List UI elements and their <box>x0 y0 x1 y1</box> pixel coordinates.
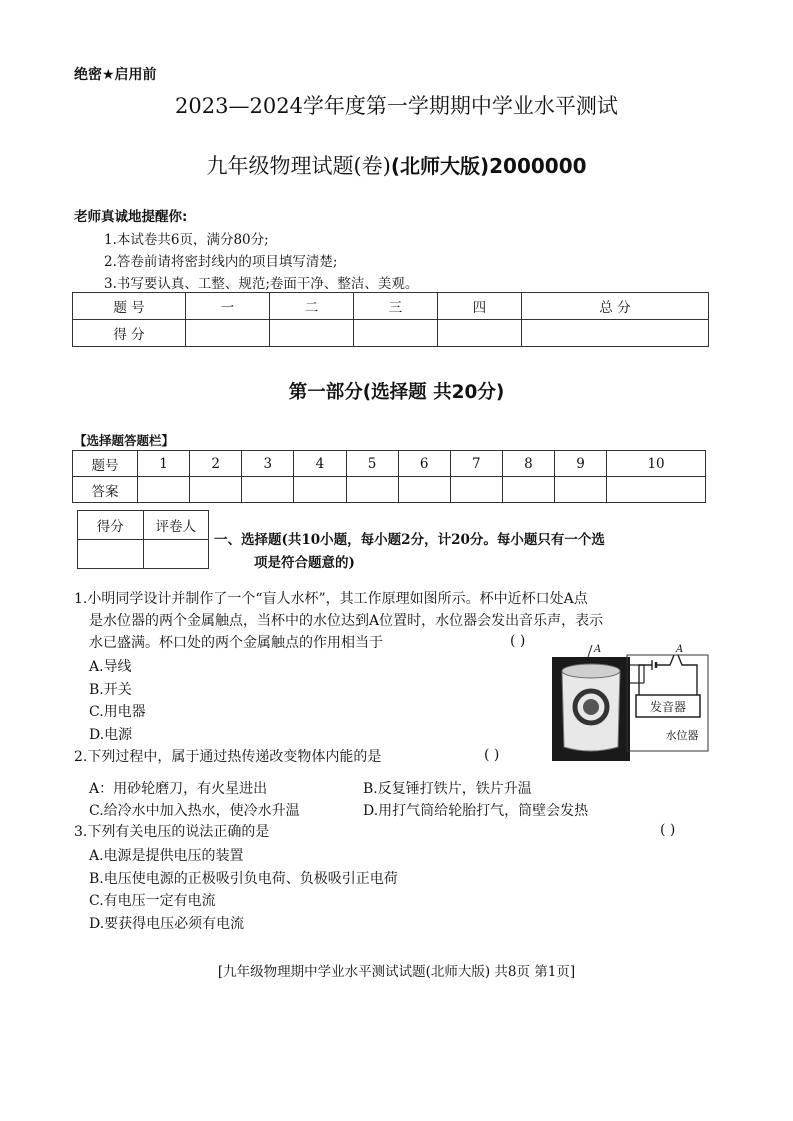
answer-cell[interactable] <box>555 477 607 503</box>
question-1-line: 是水位器的两个金属触点，当杯中的水位达到A位置时，水位器会发出音乐声，表示 <box>89 613 604 629</box>
answer-input-row <box>73 477 706 503</box>
option-b: B.开关 <box>89 682 132 698</box>
notice-item: 1.本试卷共6页，满分80分; <box>104 232 269 248</box>
question-1-line: 水已盛满。杯口处的两个金属触点的作用相当于 <box>89 635 383 651</box>
grader-box <box>77 510 209 569</box>
score-header-cell: 二 <box>269 293 353 320</box>
score-table-header-row <box>73 293 709 320</box>
answer-cell[interactable] <box>346 477 398 503</box>
question-1-line: 1.小明同学设计并制作了一个“盲人水杯”，其工作原理如图所示。杯中近杯口处A点 <box>74 591 588 607</box>
answer-cell[interactable] <box>190 477 242 503</box>
score-cell[interactable] <box>186 320 270 347</box>
section-instructions-line: 一、选择题(共10小题，每小题2分，计20分。每小题只有一个选 <box>214 532 605 548</box>
score-cell[interactable] <box>521 320 708 347</box>
answer-parenthesis: ( ) <box>484 747 500 763</box>
answer-sheet-heading: 【选择题答题栏】 <box>74 433 175 448</box>
grader-score-label: 得分 <box>78 511 144 540</box>
score-header-cell: 三 <box>353 293 437 320</box>
question-number-cell: 8 <box>502 451 554 477</box>
answer-row-label: 答案 <box>73 477 138 503</box>
score-cell[interactable] <box>353 320 437 347</box>
section-instructions <box>214 529 724 575</box>
question-number-cell: 9 <box>555 451 607 477</box>
page-footer: [九年级物理期中学业水平测试试题(北师大版) 共8页 第1页] <box>217 964 576 980</box>
question-number-cell: 6 <box>398 451 450 477</box>
question-number-cell: 10 <box>607 451 706 477</box>
score-cell[interactable] <box>437 320 521 347</box>
score-cell[interactable] <box>269 320 353 347</box>
subtitle-edition: (北师大版)2000000 <box>390 154 587 178</box>
option-a: A.导线 <box>89 659 132 675</box>
score-header-cell: 一 <box>186 293 270 320</box>
answer-parenthesis: ( ) <box>510 633 526 649</box>
option-c: C.有电压一定有电流 <box>89 893 216 909</box>
score-header-cell: 题 号 <box>73 293 186 320</box>
answer-table <box>72 450 706 503</box>
score-header-cell: 总 分 <box>521 293 708 320</box>
answer-cell[interactable] <box>138 477 190 503</box>
point-a-label: A <box>676 644 684 655</box>
notice-item: 2.答卷前请将密封线内的项目填写清楚; <box>104 254 338 270</box>
option-c: C.给冷水中加入热水，使冷水升温 <box>89 803 300 819</box>
device-label: 发音器 <box>649 700 687 714</box>
exam-subtitle <box>0 150 793 180</box>
answer-cell[interactable] <box>242 477 294 503</box>
question-3-stem: 3.下列有关电压的说法正确的是 <box>74 824 270 840</box>
grader-name-cell[interactable] <box>143 540 209 569</box>
question-number-cell: 5 <box>346 451 398 477</box>
answer-cell[interactable] <box>398 477 450 503</box>
confidential-mark: 绝密★启用前 <box>74 67 157 83</box>
option-d: D.电源 <box>89 727 133 743</box>
grader-name-label: 评卷人 <box>143 511 209 540</box>
option-a: A.电源是提供电压的装置 <box>89 848 244 864</box>
notice-item: 3.书写要认真、工整、规范;卷面干净、整洁、美观。 <box>104 276 419 292</box>
point-a-label: A <box>594 644 602 655</box>
answer-cell[interactable] <box>450 477 502 503</box>
question-2-stem: 2.下列过程中，属于通过热传递改变物体内能的是 <box>74 749 382 765</box>
section-instructions-line: 项是符合题意的) <box>254 555 355 571</box>
score-header-cell: 四 <box>437 293 521 320</box>
question-number-cell: 3 <box>242 451 294 477</box>
subtitle-subject: 九年级物理试题(卷) <box>206 154 391 178</box>
part-title: 第一部分(选择题 共20分) <box>288 382 505 403</box>
score-table <box>72 292 709 347</box>
question-number-cell: 1 <box>138 451 190 477</box>
answer-row-label: 题号 <box>73 451 138 477</box>
answer-cell[interactable] <box>502 477 554 503</box>
option-b: B.电压使电源的正极吸引负电荷、负极吸引正电荷 <box>89 871 398 887</box>
water-level-label: 水位器 <box>665 729 699 742</box>
option-b: B.反复锤打铁片，铁片升温 <box>363 781 532 797</box>
question-number-cell: 4 <box>294 451 346 477</box>
answer-cell[interactable] <box>294 477 346 503</box>
exam-title: 2023—2024学年度第一学期期中学业水平测试 <box>175 94 618 118</box>
question-number-cell: 2 <box>190 451 242 477</box>
grader-score-cell[interactable] <box>78 540 144 569</box>
reminder-heading: 老师真诚地提醒你: <box>74 209 188 225</box>
answer-number-row <box>73 451 706 477</box>
answer-parenthesis: ( ) <box>660 822 676 838</box>
option-a: A：用砂轮磨刀，有火星进出 <box>89 781 268 797</box>
option-d: D.用打气筒给轮胎打气，筒壁会发热 <box>363 803 589 819</box>
question-number-cell: 7 <box>450 451 502 477</box>
blind-cup-figure <box>552 643 710 763</box>
answer-cell[interactable] <box>607 477 706 503</box>
blind-cup-diagram <box>552 643 710 763</box>
score-row-label: 得 分 <box>73 320 186 347</box>
option-d: D.要获得电压必须有电流 <box>89 916 245 932</box>
score-table-score-row <box>73 320 709 347</box>
option-c: C.用电器 <box>89 704 146 720</box>
